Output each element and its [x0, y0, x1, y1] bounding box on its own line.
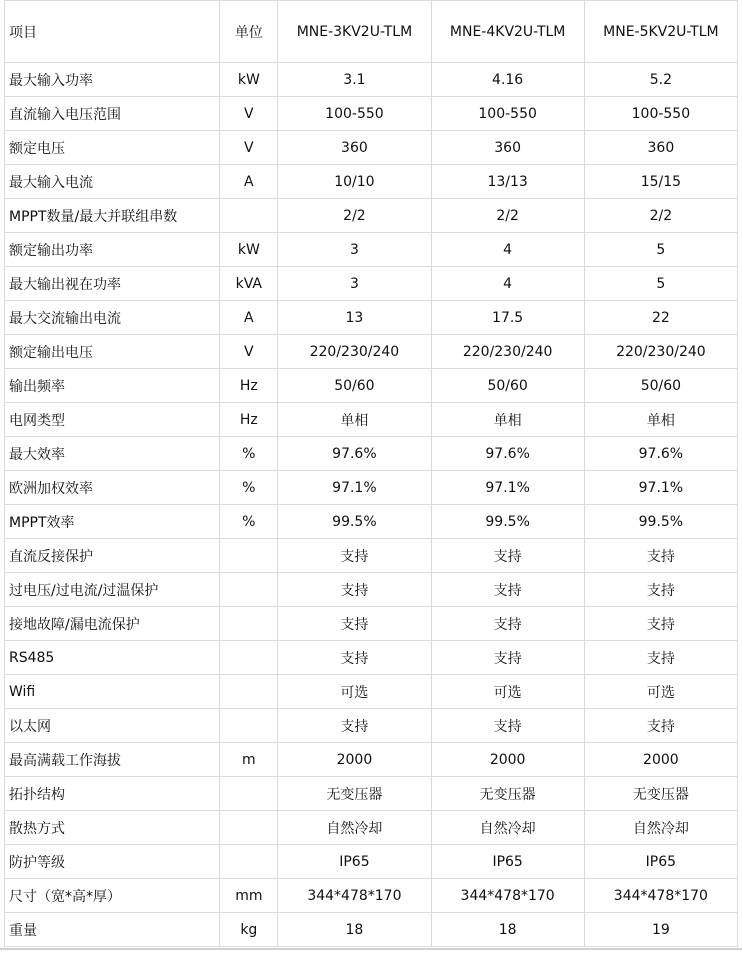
row-value: 97.6% — [584, 437, 737, 471]
row-value: 支持 — [278, 607, 431, 641]
row-value: 2/2 — [278, 199, 431, 233]
row-value: 360 — [584, 131, 737, 165]
row-value: 支持 — [431, 573, 584, 607]
row-value: 支持 — [278, 709, 431, 743]
row-unit — [220, 675, 278, 709]
row-value: 5.2 — [584, 63, 737, 97]
row-value: 220/230/240 — [584, 335, 737, 369]
table-row — [5, 199, 738, 233]
row-value: 支持 — [278, 641, 431, 675]
row-unit — [220, 709, 278, 743]
row-item-label: 散热方式 — [5, 811, 220, 845]
table-row — [5, 233, 738, 267]
table-row — [5, 641, 738, 675]
row-unit: V — [220, 97, 278, 131]
table-row — [5, 403, 738, 437]
row-value: 4 — [431, 267, 584, 301]
row-value: 10/10 — [278, 165, 431, 199]
row-value: 3.1 — [278, 63, 431, 97]
row-unit: V — [220, 335, 278, 369]
table-row — [5, 301, 738, 335]
row-value: 支持 — [278, 573, 431, 607]
table-row — [5, 811, 738, 845]
row-value: 100-550 — [584, 97, 737, 131]
row-value: 支持 — [278, 539, 431, 573]
row-value: 可选 — [584, 675, 737, 709]
row-unit — [220, 777, 278, 811]
row-unit: mm — [220, 879, 278, 913]
row-unit: % — [220, 471, 278, 505]
table-row — [5, 743, 738, 777]
row-unit: m — [220, 743, 278, 777]
row-value: 支持 — [584, 641, 737, 675]
row-value: IP65 — [278, 845, 431, 879]
row-unit: kW — [220, 63, 278, 97]
row-value: 2000 — [584, 743, 737, 777]
row-value: IP65 — [584, 845, 737, 879]
row-unit — [220, 607, 278, 641]
table-row — [5, 471, 738, 505]
row-unit: Hz — [220, 403, 278, 437]
row-item-label: 输出频率 — [5, 369, 220, 403]
spec-table — [4, 0, 738, 947]
row-value: 单相 — [584, 403, 737, 437]
row-value: 97.6% — [431, 437, 584, 471]
row-value: 97.1% — [278, 471, 431, 505]
row-value: 97.6% — [278, 437, 431, 471]
row-value: 自然冷却 — [278, 811, 431, 845]
row-value: 无变压器 — [431, 777, 584, 811]
row-value: 22 — [584, 301, 737, 335]
row-item-label: 过电压/过电流/过温保护 — [5, 573, 220, 607]
row-item-label: 重量 — [5, 913, 220, 947]
row-item-label: 直流输入电压范围 — [5, 97, 220, 131]
row-value: 支持 — [584, 607, 737, 641]
row-value: 344*478*170 — [584, 879, 737, 913]
row-item-label: 最高满载工作海拔 — [5, 743, 220, 777]
header-model: MNE-3KV2U-TLM — [278, 1, 431, 63]
row-item-label: 额定电压 — [5, 131, 220, 165]
row-value: 344*478*170 — [431, 879, 584, 913]
row-value: 100-550 — [278, 97, 431, 131]
table-row — [5, 267, 738, 301]
row-item-label: MPPT数量/最大并联组串数 — [5, 199, 220, 233]
table-row — [5, 335, 738, 369]
row-value: 无变压器 — [584, 777, 737, 811]
row-value: 99.5% — [584, 505, 737, 539]
row-value: 18 — [278, 913, 431, 947]
row-item-label: 最大输入功率 — [5, 63, 220, 97]
row-item-label: 最大交流输出电流 — [5, 301, 220, 335]
row-unit — [220, 845, 278, 879]
row-value: 50/60 — [278, 369, 431, 403]
row-value: 3 — [278, 267, 431, 301]
row-value: 360 — [431, 131, 584, 165]
row-value: 无变压器 — [278, 777, 431, 811]
row-value: 可选 — [431, 675, 584, 709]
row-value: 5 — [584, 233, 737, 267]
table-row — [5, 913, 738, 947]
table-row — [5, 437, 738, 471]
table-row — [5, 607, 738, 641]
row-value: 4.16 — [431, 63, 584, 97]
row-value: 支持 — [584, 709, 737, 743]
row-item-label: 额定输出电压 — [5, 335, 220, 369]
row-value: 自然冷却 — [584, 811, 737, 845]
row-item-label: MPPT效率 — [5, 505, 220, 539]
row-item-label: 以太网 — [5, 709, 220, 743]
row-item-label: 拓扑结构 — [5, 777, 220, 811]
row-unit: kVA — [220, 267, 278, 301]
row-unit — [220, 641, 278, 675]
table-row — [5, 505, 738, 539]
row-value: 5 — [584, 267, 737, 301]
table-row — [5, 165, 738, 199]
table-row — [5, 369, 738, 403]
row-value: 220/230/240 — [278, 335, 431, 369]
row-item-label: RS485 — [5, 641, 220, 675]
row-unit: A — [220, 165, 278, 199]
row-value: 19 — [584, 913, 737, 947]
header-model: MNE-5KV2U-TLM — [584, 1, 737, 63]
row-value: 支持 — [431, 607, 584, 641]
row-value: 97.1% — [431, 471, 584, 505]
row-unit: Hz — [220, 369, 278, 403]
table-row — [5, 63, 738, 97]
row-value: 支持 — [431, 709, 584, 743]
row-value: 支持 — [584, 539, 737, 573]
row-item-label: 电网类型 — [5, 403, 220, 437]
row-value: 单相 — [278, 403, 431, 437]
row-unit: kW — [220, 233, 278, 267]
row-value: 2000 — [431, 743, 584, 777]
row-value: 可选 — [278, 675, 431, 709]
row-item-label: 欧洲加权效率 — [5, 471, 220, 505]
header-row — [5, 1, 738, 63]
row-value: 17.5 — [431, 301, 584, 335]
table-row — [5, 845, 738, 879]
table-row — [5, 675, 738, 709]
header-unit: 单位 — [220, 1, 278, 63]
row-value: 100-550 — [431, 97, 584, 131]
row-value: IP65 — [431, 845, 584, 879]
row-item-label: Wifi — [5, 675, 220, 709]
row-unit — [220, 539, 278, 573]
header-item: 项目 — [5, 1, 220, 63]
row-value: 支持 — [431, 539, 584, 573]
row-unit: V — [220, 131, 278, 165]
row-value: 99.5% — [431, 505, 584, 539]
row-value: 13 — [278, 301, 431, 335]
row-value: 自然冷却 — [431, 811, 584, 845]
row-unit — [220, 573, 278, 607]
row-item-label: 尺寸（宽*高*厚） — [5, 879, 220, 913]
row-value: 50/60 — [431, 369, 584, 403]
row-value: 支持 — [431, 641, 584, 675]
row-value: 344*478*170 — [278, 879, 431, 913]
row-item-label: 直流反接保护 — [5, 539, 220, 573]
header-model: MNE-4KV2U-TLM — [431, 1, 584, 63]
row-value: 99.5% — [278, 505, 431, 539]
table-row — [5, 539, 738, 573]
row-value: 18 — [431, 913, 584, 947]
row-value: 单相 — [431, 403, 584, 437]
bottom-rule — [0, 948, 742, 950]
row-value: 3 — [278, 233, 431, 267]
table-row — [5, 709, 738, 743]
row-unit: kg — [220, 913, 278, 947]
row-item-label: 接地故障/漏电流保护 — [5, 607, 220, 641]
row-value: 支持 — [584, 573, 737, 607]
row-unit — [220, 199, 278, 233]
row-value: 220/230/240 — [431, 335, 584, 369]
row-unit: % — [220, 505, 278, 539]
table-row — [5, 573, 738, 607]
row-value: 360 — [278, 131, 431, 165]
row-item-label: 最大输出视在功率 — [5, 267, 220, 301]
row-value: 2/2 — [584, 199, 737, 233]
row-item-label: 最大效率 — [5, 437, 220, 471]
row-unit — [220, 811, 278, 845]
row-value: 97.1% — [584, 471, 737, 505]
table-row — [5, 777, 738, 811]
row-value: 2/2 — [431, 199, 584, 233]
row-value: 50/60 — [584, 369, 737, 403]
table-row — [5, 879, 738, 913]
row-value: 13/13 — [431, 165, 584, 199]
row-value: 2000 — [278, 743, 431, 777]
row-item-label: 最大输入电流 — [5, 165, 220, 199]
row-unit: % — [220, 437, 278, 471]
table-row — [5, 97, 738, 131]
row-value: 4 — [431, 233, 584, 267]
row-unit: A — [220, 301, 278, 335]
row-item-label: 防护等级 — [5, 845, 220, 879]
row-value: 15/15 — [584, 165, 737, 199]
row-item-label: 额定输出功率 — [5, 233, 220, 267]
table-row — [5, 131, 738, 165]
